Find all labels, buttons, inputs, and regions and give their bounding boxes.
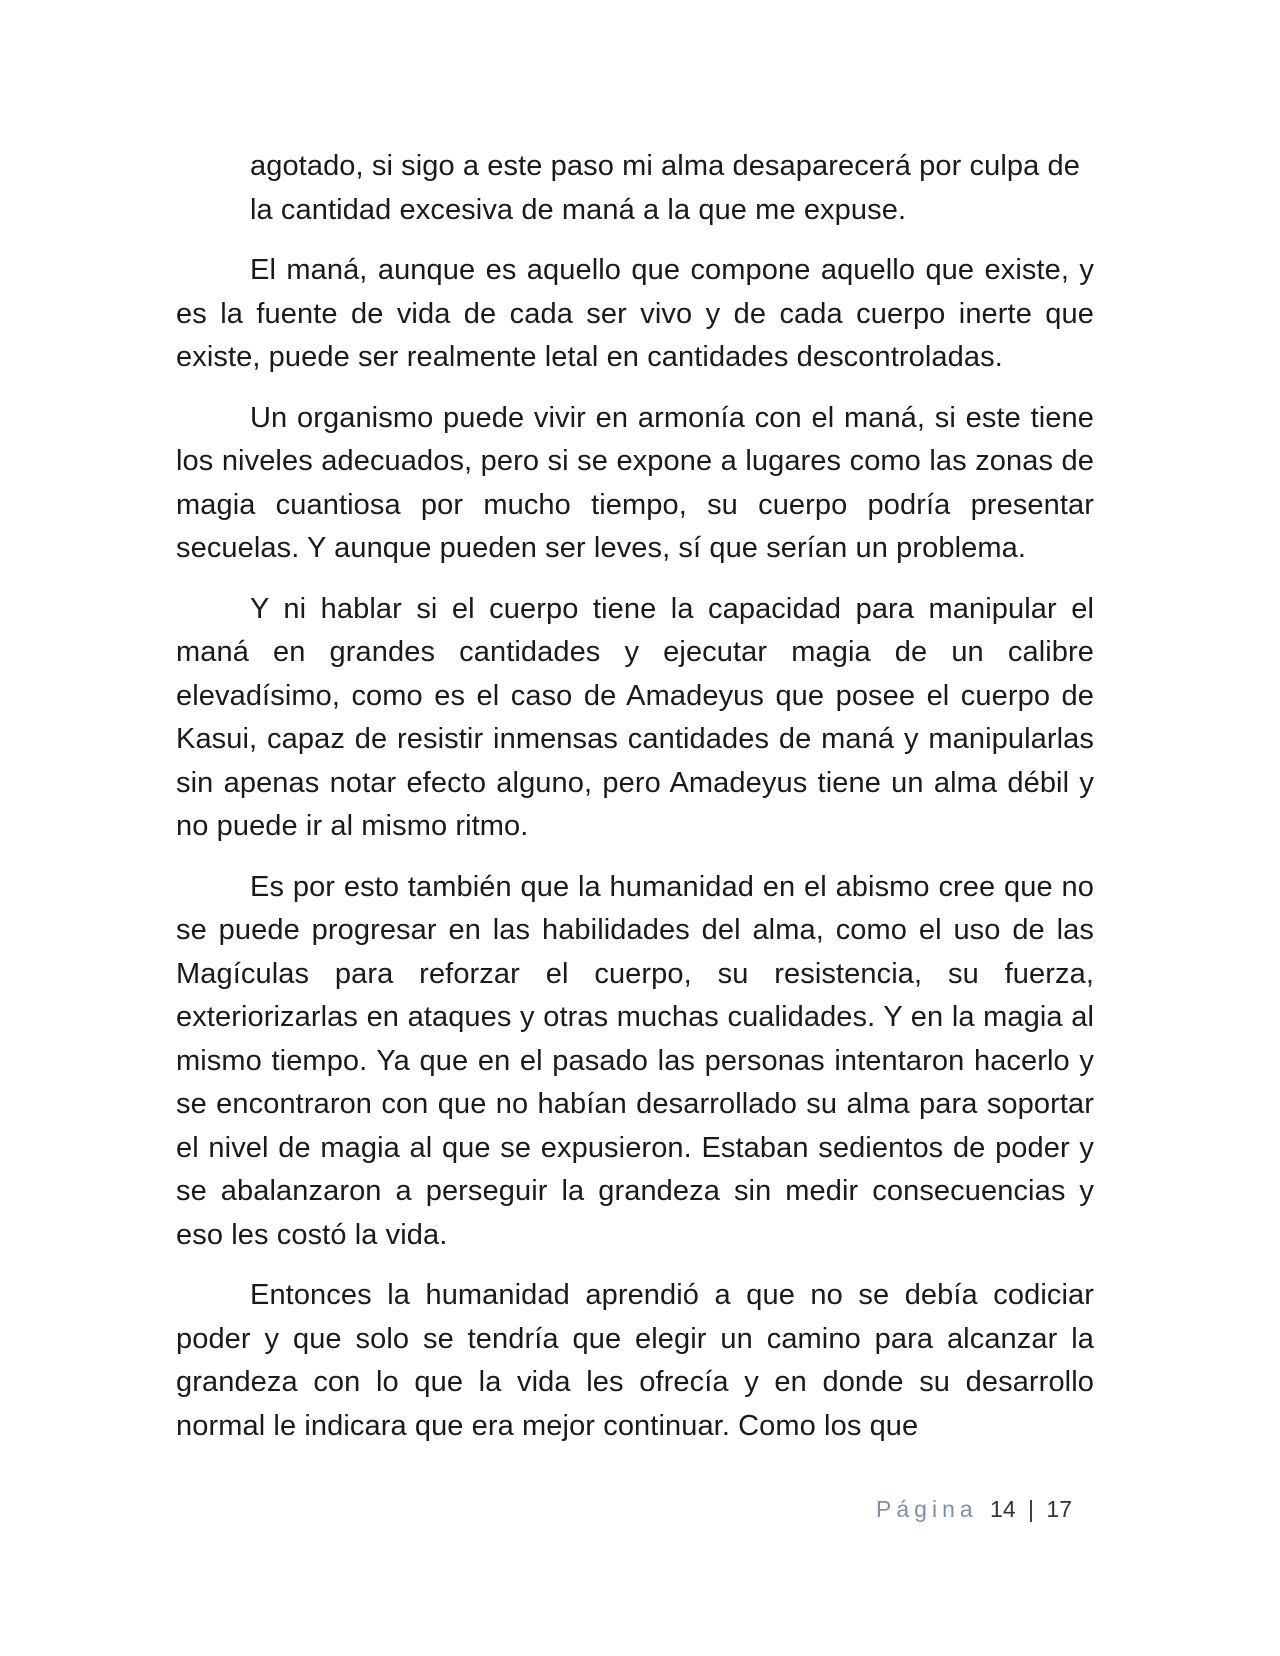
paragraph-4: Y ni hablar si el cuerpo tiene la capacidad para manipular el maná en grandes cantidades y ejecutar magia de un calibre elevadísimo, como es el caso de Amadeyus que posee el cuerpo de Kasui, capaz de resistir inmensas cantidades de maná y manipularlas sin apenas notar efecto alguno, pero Amadeyus tiene un alma débil y no puede ir al mismo ritmo. xyxy=(176,592,1094,842)
page-label: Página xyxy=(876,1496,978,1522)
page-separator: | xyxy=(1028,1496,1035,1522)
page-total: 17 xyxy=(1046,1496,1072,1522)
body-text xyxy=(176,145,1094,1465)
page-footer xyxy=(876,1496,1072,1523)
paragraph-1: agotado, si sigo a este paso mi alma desaparecerá por culpa de la cantidad excesiva de maná a la que me expuse. xyxy=(250,150,1080,226)
paragraph-6: Entonces la humanidad aprendió a que no se debía codiciar poder y que solo se tendría que elegir un camino para alcanzar la grandeza con lo que la vida les ofrecía y en donde su desarrollo normal le indicara que era mejor continuar. Como los que xyxy=(176,1279,1094,1442)
paragraph-5: Es por esto también que la humanidad en el abismo cree que no se puede progresar en las habilidades del alma, como el uso de las Magículas para reforzar el cuerpo, su resistencia, su fuerza, exteriorizarlas en ataques y otras muchas cualidades. Y en la magia al mismo tiempo. Ya que en el pasado las personas intentaron hacerlo y se encontraron con que no habían desarrollado su alma para soportar el nivel de magia al que se expusieron. Estaban sedientos de poder y se abalanzaron a perseguir la grandeza sin medir consecuencias y eso les costó la vida. xyxy=(176,870,1094,1251)
paragraph-3: Un organismo puede vivir en armonía con el maná, si este tiene los niveles adecuados, pero si se expone a lugares como las zonas de magia cuantiosa por mucho tiempo, su cuerpo podría presentar secuelas. Y aunque pueden ser leves, sí que serían un problema. xyxy=(176,401,1094,564)
page-number: 14 xyxy=(990,1496,1016,1522)
paragraph-2: El maná, aunque es aquello que compone aquello que existe, y es la fuente de vida de cada ser vivo y de cada cuerpo inerte que existe, puede ser realmente letal en cantidades descontroladas. xyxy=(176,254,1094,373)
